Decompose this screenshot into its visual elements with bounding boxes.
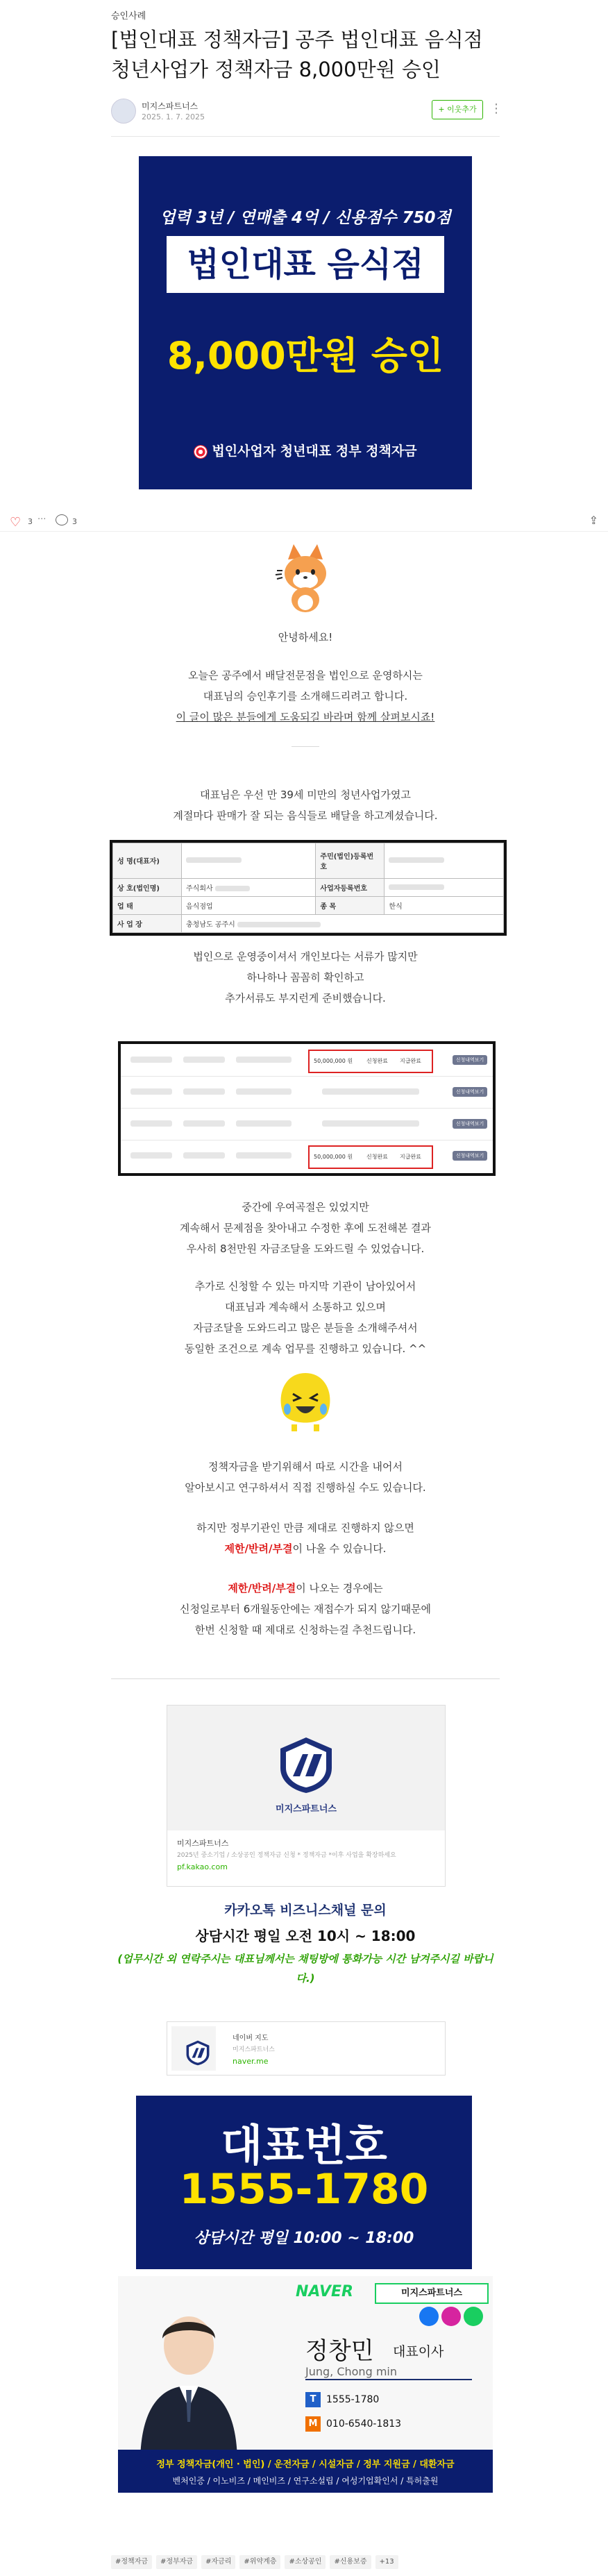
action-bar	[0, 512, 608, 533]
target-icon	[194, 445, 208, 459]
text-line	[111, 1578, 500, 1599]
tag-item[interactable]: #신용보증	[330, 2555, 371, 2569]
comment-count: 3	[72, 517, 77, 526]
intro-line-underlined: 이 글이 많은 분들에게 도움되길 바라며 함께 살펴보시죠!	[176, 711, 435, 723]
registration-table	[112, 843, 504, 933]
hero-banner-image	[139, 156, 472, 489]
status-text: 신청완료	[366, 1058, 388, 1064]
amount-text: 50,000,000 원	[314, 1058, 353, 1064]
table-header: 사업자등록번호	[316, 878, 385, 896]
history-button: 신청내역보기	[453, 1055, 487, 1065]
table-cell	[385, 843, 504, 879]
phone-banner-image	[136, 2096, 472, 2269]
link-card-url: pf.kakao.com	[177, 1862, 228, 1871]
mobile-icon: M	[305, 2416, 321, 2432]
divider	[111, 1678, 500, 1679]
more-options-icon[interactable]: ⋮	[490, 101, 503, 116]
comment-icon[interactable]	[56, 514, 68, 525]
naver-map-card[interactable]	[167, 2021, 446, 2076]
blurred-cell	[130, 1152, 172, 1159]
heart-icon[interactable]: ♡	[10, 515, 22, 530]
text-line: 중간에 우여곡절은 있었지만	[242, 1201, 369, 1213]
status-text: 지급완료	[400, 1058, 421, 1064]
divider	[0, 531, 608, 532]
telephone-number: 1555-1780	[326, 2394, 380, 2405]
text-line: 우사히 8천만원 자금조달을 도와드릴 수 있었습니다.	[186, 1243, 425, 1255]
ceo-name: 정창민	[305, 2337, 374, 2365]
application-history-image	[118, 1041, 496, 1176]
text-line: 법인으로 운영중이셔서 개인보다는 서류가 많지만	[193, 950, 418, 963]
phone-number: 1555-1780	[179, 2165, 429, 2214]
blurred-cell	[130, 1120, 172, 1127]
blurred-cell	[183, 1152, 225, 1159]
map-thumbnail	[171, 2026, 216, 2071]
text-line: 동일한 조건으로 계속 업무를 진행하고 있습니다. ^^	[184, 1342, 427, 1355]
intro-line: 대표님의 승인후기를 소개해드리려고 합니다.	[203, 690, 408, 702]
map-card-title: 네이버 지도	[233, 2035, 269, 2042]
text-line: 한번 신청할 때 제대로 신청하는걸 추천드립니다.	[194, 1624, 416, 1636]
divider	[305, 2379, 472, 2380]
paragraph-5	[111, 1276, 500, 1359]
history-button: 신청내역보기	[453, 1119, 487, 1129]
warning-text: 제한/반려/부결	[228, 1582, 296, 1594]
blurred-cell	[236, 1120, 292, 1127]
business-card-image	[118, 2276, 493, 2493]
certifications-line: 벤처인증 / 이노비즈 / 메인비즈 / 연구소설립 / 여성기업확인서 / 특허출원	[172, 2476, 439, 2486]
blurred-cell	[183, 1088, 225, 1095]
services-strip	[118, 2450, 493, 2493]
table-cell: 음식점업	[182, 896, 316, 914]
post-date: 2025. 1. 7. 2025	[142, 112, 205, 121]
text-line: 추가서류도 부지런게 준비했습니다.	[225, 992, 386, 1004]
tag-item[interactable]: #정부자금	[156, 2555, 197, 2569]
hero-footer	[139, 441, 472, 460]
post-title: [법인대표 정책자금] 공주 법인대표 음식점 청년사업가 정책자금 8,000만원 승인	[111, 28, 483, 81]
paragraph-3	[111, 946, 500, 1009]
table-header: 사 업 장	[113, 914, 182, 932]
author-name[interactable]: 미지스파트너스	[142, 101, 199, 111]
text-line: 정책자금을 받기위해서 따로 시간을 내어서	[208, 1460, 403, 1473]
phone-banner-title: 대표번호	[221, 2120, 387, 2171]
table-header: 성 명(대표자)	[113, 843, 182, 879]
chat-icon	[464, 2307, 483, 2326]
history-button: 신청내역보기	[453, 1087, 487, 1097]
map-card-url: naver.me	[233, 2057, 269, 2066]
hero-amount: 8,000만원 승인	[167, 334, 444, 378]
naver-logo: NAVER	[296, 2283, 353, 2300]
greeting-text: 안녕하세요!	[278, 631, 333, 643]
tag-item[interactable]: #위약계층	[239, 2555, 280, 2569]
text-line: 추가로 신청할 수 있는 마지막 기관이 남아있어서	[194, 1280, 416, 1293]
intro-paragraph	[111, 665, 500, 727]
text-line	[111, 1538, 500, 1559]
like-more-icon[interactable]: ···	[37, 514, 47, 525]
table-header: 상 호(법인명)	[113, 878, 182, 896]
link-card-image	[167, 1706, 445, 1830]
hero-subtitle: 업력 3년 / 연매출 4억 / 신용점수 750점	[160, 209, 451, 227]
facebook-icon	[419, 2307, 439, 2326]
ceo-portrait	[133, 2304, 244, 2464]
text-line: 하나하나 꼼꼼히 확인하고	[246, 971, 364, 984]
blurred-cell	[183, 1057, 225, 1063]
table-row	[121, 1076, 493, 1077]
history-button: 신청내역보기	[453, 1151, 487, 1161]
tag-item[interactable]: #정책자금	[111, 2555, 152, 2569]
text-line: 대표님과 계속해서 소통하고 있으며	[225, 1301, 386, 1313]
category-link[interactable]: 승인사례	[111, 11, 146, 22]
tag-list	[111, 2553, 527, 2568]
highlight-box	[308, 1145, 433, 1169]
divider	[292, 746, 319, 747]
cell-text: 충청남도 공주시	[186, 920, 235, 929]
text-line: 계절마다 판매가 잘 되는 음식들로 배달을 하고계셨습니다.	[173, 809, 438, 822]
like-count: 3	[28, 517, 33, 526]
add-neighbor-button[interactable]: + 이웃추가	[432, 100, 483, 119]
link-card-description: 2025년 중소기업 / 소상공인 정책자금 신청 * 정책자금 *이후 사업을 확장하세요	[177, 1852, 396, 1859]
table-header: 종 목	[316, 896, 385, 914]
ceo-english-name: Jung, Chong min	[305, 2365, 397, 2378]
paragraph-4	[111, 1197, 500, 1259]
cell-text: 주식회사	[186, 884, 213, 893]
text-span: 이 나오는 경우에는	[296, 1582, 383, 1594]
paragraph-7	[111, 1517, 500, 1559]
status-text: 신청완료	[366, 1154, 388, 1160]
mobile-number: 010-6540-1813	[326, 2418, 402, 2430]
consult-hours: 상담시간 평일 오전 10시 ~ 18:00	[195, 1928, 416, 1944]
amount-text: 50,000,000 원	[314, 1154, 353, 1160]
link-card-title: 미지스파트너스	[177, 1839, 229, 1848]
text-line: 자금조달을 도와드리고 많은 분들을 소개해주셔서	[193, 1322, 418, 1334]
greeting	[111, 627, 500, 648]
paragraph-6	[111, 1456, 500, 1498]
ceo-title: 대표이사	[393, 2344, 444, 2359]
blurred-cell	[236, 1057, 292, 1063]
table-cell	[385, 878, 504, 896]
company-logo-icon	[184, 2039, 212, 2066]
text-line: 대표님은 우선 만 39세 미만의 청년사업가였고	[200, 789, 411, 801]
hero-footer-text: 법인사업자 청년대표 정부 정책자금	[212, 444, 417, 459]
tag-item[interactable]: #자금리	[201, 2555, 235, 2569]
map-card-subtitle: 미지스파트너스	[233, 2046, 275, 2053]
table-cell: 한식	[385, 896, 504, 914]
divider	[111, 136, 500, 137]
table-cell	[182, 878, 316, 896]
blurred-cell	[236, 1152, 292, 1159]
share-icon[interactable]: ⇪	[589, 514, 598, 527]
table-row	[121, 1108, 493, 1109]
text-line: 하지만 정부기관인 만큼 제대로 진행하지 않으면	[196, 1522, 414, 1534]
blurred-cell	[322, 1088, 419, 1095]
highlight-box	[308, 1050, 433, 1073]
text-line: 알아보시고 연구하셔서 직접 진행하실 수도 있습니다.	[185, 1481, 426, 1494]
blurred-cell	[183, 1120, 225, 1127]
after-hours-note: (업무시간 외 연락주시는 대표님께서는 채팅방에 통화가능 시간 남겨주시길 바랍니다.)	[117, 1953, 493, 1985]
intro-line: 오늘은 공주에서 배달전문점을 법인으로 운영하시는	[188, 669, 423, 682]
business-registration-image	[110, 840, 507, 936]
blurred-cell	[322, 1120, 419, 1127]
instagram-icon	[441, 2307, 461, 2326]
paragraph-8	[111, 1578, 500, 1640]
logo-text: 미지스파트너스	[276, 1804, 337, 1815]
kakao-inquiry-heading: 카카오톡 비즈니스채널 문의	[224, 1903, 387, 1918]
brand-name-box: 미지스파트너스	[375, 2283, 489, 2304]
services-line: 정부 정책자금(개인 · 법인) / 운전자금 / 시설자금 / 정부 지원금 / 대환자금	[156, 2459, 455, 2470]
table-cell	[182, 843, 316, 879]
laughing-emoji-sticker-icon	[271, 1367, 340, 1437]
fox-sticker-icon	[267, 539, 344, 615]
paragraph-2	[111, 784, 500, 826]
blurred-cell	[236, 1088, 292, 1095]
table-cell	[182, 914, 504, 932]
text-line: 계속해서 문제점을 찾아내고 수정한 후에 도전해본 결과	[180, 1222, 431, 1234]
hero-headline: 법인대표 음식점	[167, 236, 444, 293]
avatar[interactable]	[111, 99, 136, 124]
text-line: 신청일로부터 6개월동안에는 재접수가 되지 않기때문에	[180, 1603, 431, 1615]
telephone-icon: T	[305, 2392, 321, 2407]
company-logo-icon	[275, 1733, 337, 1796]
more-tags-button[interactable]: +13	[375, 2555, 398, 2569]
text-span: 이 나올 수 있습니다.	[292, 1542, 387, 1555]
table-header: 업 태	[113, 896, 182, 914]
author-row	[111, 97, 503, 125]
status-text: 지급완료	[400, 1154, 421, 1160]
table-header: 주민(법인)등록번호	[316, 843, 385, 879]
warning-text: 제한/반려/부결	[224, 1542, 293, 1555]
tag-item[interactable]: #소상공인	[285, 2555, 326, 2569]
blurred-cell	[130, 1088, 172, 1095]
blurred-cell	[130, 1057, 172, 1063]
kakao-link-card[interactable]	[167, 1705, 446, 1887]
phone-banner-hours: 상담시간 평일 10:00 ~ 18:00	[194, 2230, 414, 2247]
